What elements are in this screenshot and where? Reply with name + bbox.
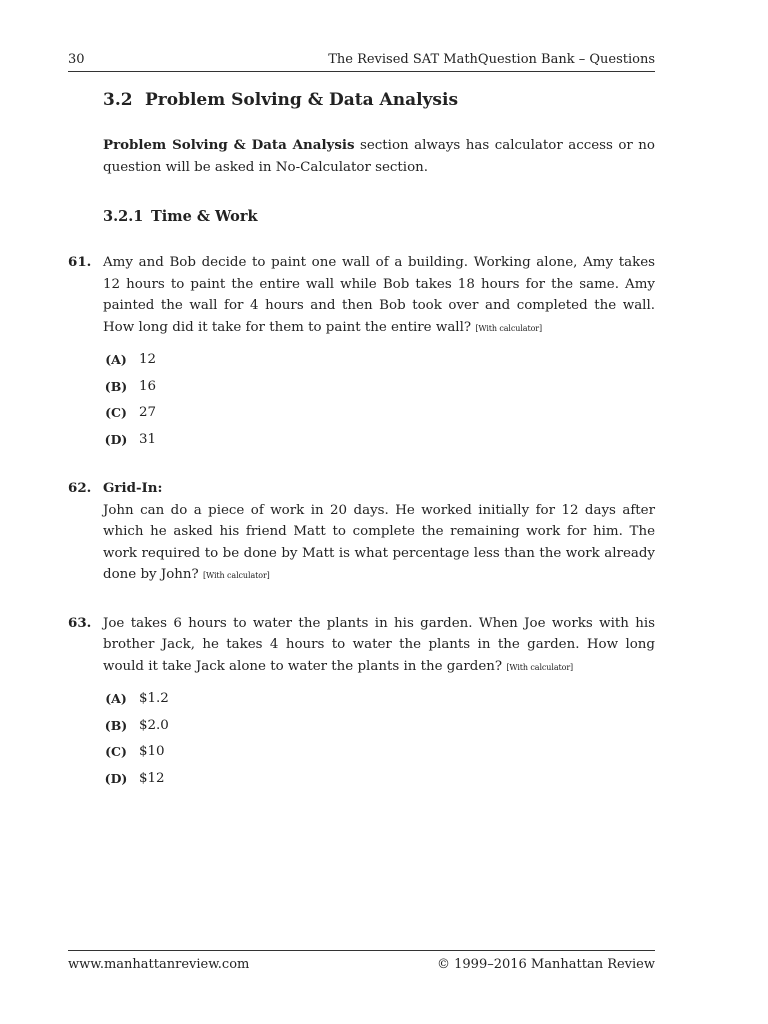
option-value: 12	[139, 352, 157, 367]
option-label: (D)	[104, 431, 128, 447]
question-61	[68, 252, 655, 453]
answer-option-c[interactable]	[103, 739, 655, 766]
footer-copyright: © 1999–2016 Manhattan Review	[437, 957, 655, 972]
option-label: (B)	[104, 717, 128, 733]
option-label: (A)	[105, 691, 127, 706]
answer-options	[103, 347, 655, 453]
option-value: $1.2	[139, 691, 169, 706]
option-value: 16	[139, 378, 157, 394]
option-label: (C)	[105, 744, 127, 759]
grid-in-label: Grid-In:	[103, 480, 163, 496]
section-heading	[103, 88, 655, 112]
section-title: Problem Solving & Data Analysis	[145, 90, 459, 110]
intro-text: section always has calculator access or no question will be asked in No-Calculator section.	[103, 138, 655, 175]
answer-option-d[interactable]	[103, 766, 655, 793]
page-content	[68, 88, 655, 792]
answer-option-c[interactable]	[103, 400, 655, 427]
question-text: Amy and Bob decide to paint one wall of a building. Working alone, Amy takes 12 hours to paint the entire wall while Bob takes 18 hours for the same. Amy painted the wall for 4 hours and then Bob took over and completed the wall. How long did it take for them to paint the entire wall?	[103, 255, 655, 335]
page-header	[68, 51, 655, 72]
calculator-tag: [With calculator]	[506, 662, 574, 672]
option-value: 27	[139, 405, 157, 420]
option-value: 31	[139, 431, 157, 447]
question-number: 62.	[68, 480, 92, 496]
running-title: The Revised SAT MathQuestion Bank – Questions	[328, 52, 655, 67]
calculator-tag: [With calculator]	[202, 571, 270, 580]
page-number: 30	[68, 52, 85, 67]
option-value: $12	[139, 770, 165, 786]
answer-option-b[interactable]	[103, 374, 655, 401]
question-text: Joe takes 6 hours to water the plants in his garden. When Joe works with his brother Jack, he takes 4 hours to water the plants in the garden. How long would it take Jack alone to water the plants in the garden?	[103, 615, 655, 674]
answer-options	[103, 686, 655, 792]
question-62	[68, 478, 655, 587]
subsection-number: 3.2.1	[103, 208, 144, 225]
calculator-tag: [With calculator]	[475, 323, 543, 333]
section-intro	[103, 134, 655, 179]
answer-option-d[interactable]	[103, 427, 655, 454]
page-footer	[68, 950, 655, 972]
option-label: (A)	[105, 352, 127, 367]
option-label: (B)	[104, 378, 128, 394]
subsection-heading	[103, 207, 655, 227]
question-text: John can do a piece of work in 20 days. He worked initially for 12 days after which he asked his friend Matt to complete the remaining work for him. The work required to be done by Matt is what percentage less than the work already done by John?	[103, 502, 655, 582]
answer-option-b[interactable]	[103, 713, 655, 740]
question-number: 61.	[68, 254, 92, 270]
section-number: 3.2	[103, 90, 133, 110]
question-63	[68, 613, 655, 793]
answer-option-a[interactable]	[103, 347, 655, 374]
option-value: $10	[139, 744, 165, 759]
footer-url[interactable]: www.manhattanreview.com	[68, 957, 250, 972]
option-value: $2.0	[139, 717, 169, 733]
option-label: (C)	[105, 405, 127, 420]
option-label: (D)	[104, 770, 128, 786]
question-number: 63.	[68, 614, 92, 631]
subsection-title: Time & Work	[151, 208, 258, 225]
intro-bold-text: Problem Solving & Data Analysis	[103, 137, 355, 153]
answer-option-a[interactable]	[103, 686, 655, 713]
